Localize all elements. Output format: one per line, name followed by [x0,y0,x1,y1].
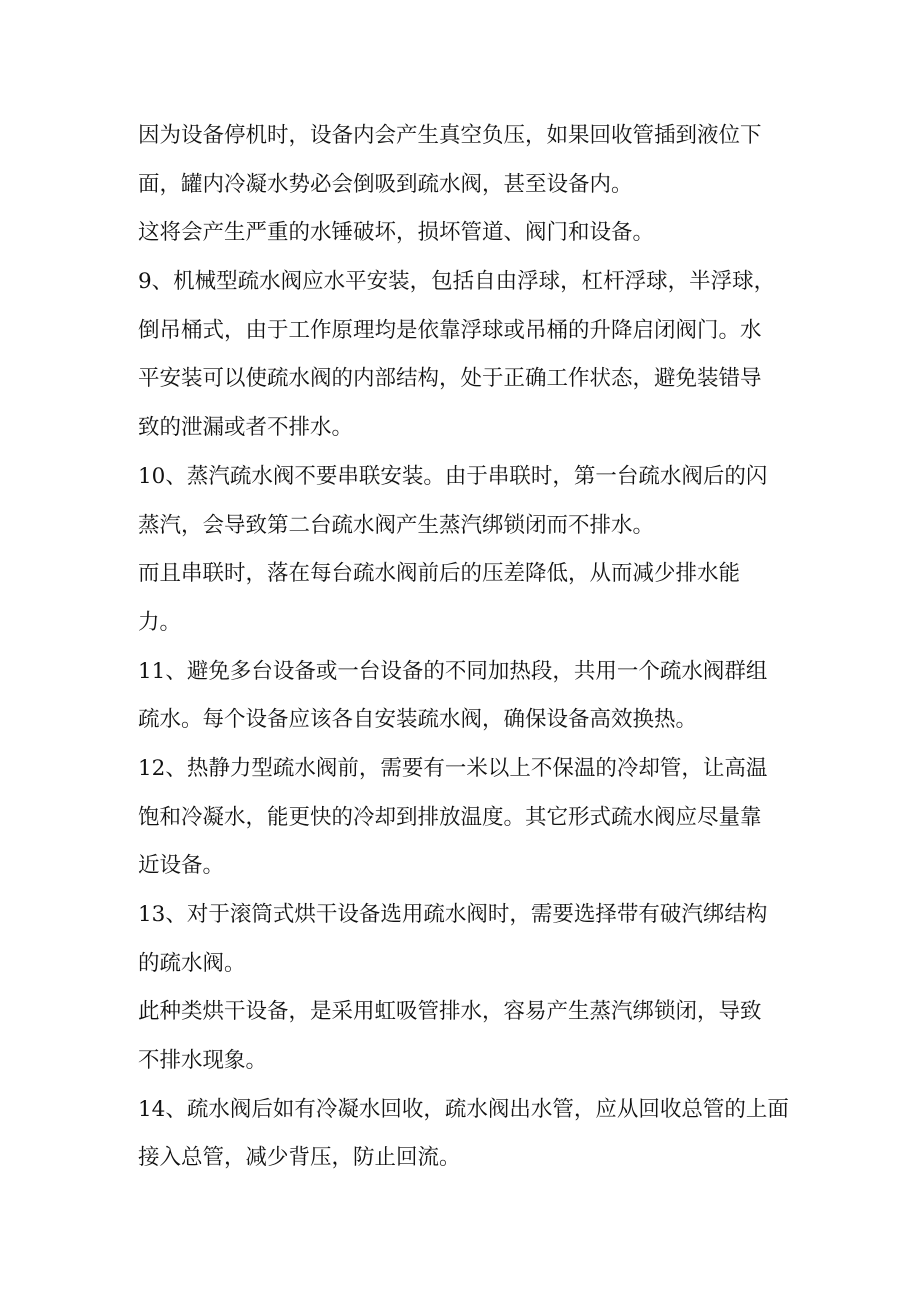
text-line: 此种类烘干设备，是采用虹吸管排水，容易产生蒸汽绑锁闭，导致 [138,999,762,1025]
text-line: 12、热静力型疏水阀前，需要有一米以上不保温的冷却管，让高温 [138,755,768,781]
text-line: 11、避免多台设备或一台设备的不同加热段，共用一个疏水阀群组 [138,658,768,684]
text-line: 平安装可以使疏水阀的内部结构，处于正确工作状态，避免装错导 [138,366,762,392]
text-line: 接入总管，减少背压，防止回流。 [138,1145,461,1171]
text-line: 14、疏水阀后如有冷凝水回收，疏水阀出水管，应从回收总管的上面 [138,1096,789,1122]
text-line: 倒吊桶式，由于工作原理均是依靠浮球或吊桶的升降启闭阀门。水 [138,317,762,343]
text-line: 的疏水阀。 [138,950,246,976]
text-line: 疏水。每个设备应该各自安装疏水阀，确保设备高效换热。 [138,707,698,733]
text-line: 而且串联时，落在每台疏水阀前后的压差降低，从而减少排水能 [138,561,741,587]
text-line: 不排水现象。 [138,1048,268,1074]
text-line: 致的泄漏或者不排水。 [138,415,354,441]
document-body [138,112,798,1183]
text-line: 饱和冷凝水，能更快的冷却到排放温度。其它形式疏水阀应尽量靠 [138,804,762,830]
text-line: 面，罐内冷凝水势必会倒吸到疏水阀，甚至设备内。 [138,171,633,197]
text-line: 力。 [138,609,182,635]
text-line: 9、机械型疏水阀应水平安装，包括自由浮球，杠杆浮球，半浮球， [138,269,776,295]
text-line: 10、蒸汽疏水阀不要串联安装。由于串联时，第一台疏水阀后的闪 [138,463,768,489]
text-line: 近设备。 [138,853,225,879]
text-line: 蒸汽，会导致第二台疏水阀产生蒸汽绑锁闭而不排水。 [138,512,655,538]
text-line: 因为设备停机时，设备内会产生真空负压，如果回收管插到液位下 [138,123,762,148]
text-line: 这将会产生严重的水锤破坏，损坏管道、阀门和设备。 [138,220,655,246]
text-line: 13、对于滚筒式烘干设备选用疏水阀时，需要选择带有破汽绑结构 [138,902,768,927]
